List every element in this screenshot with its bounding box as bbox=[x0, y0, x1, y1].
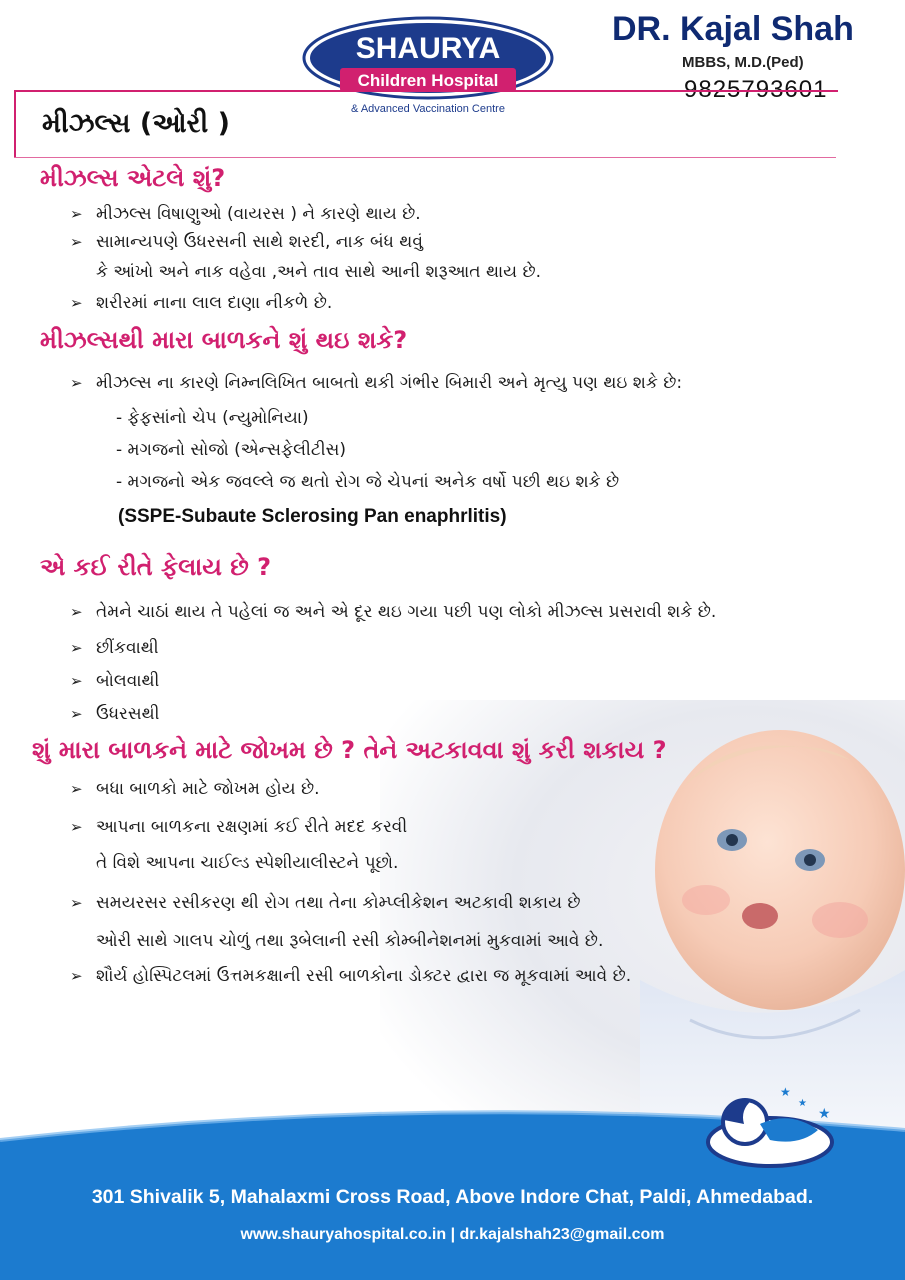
list-item-continuation: ઓરી સાથે ગાલપ ચોળું તથા રૂબેલાની રસી કોમ્બીનેશનમાં મુકવામાં આવે છે. bbox=[96, 931, 604, 951]
list-item: ➢ સામાન્યપણે ઉધરસની સાથે શરદી, નાક બંધ થવું bbox=[70, 232, 423, 252]
list-item: ➢ શરીરમાં નાના લાલ દાણા નીકળે છે. bbox=[70, 293, 333, 313]
page-title: મીઝલ્સ (ઓરી ) bbox=[42, 108, 230, 139]
footer-address: 301 Shivalik 5, Mahalaxmi Cross Road, Above Indore Chat, Paldi, Ahmedabad. bbox=[91, 1186, 814, 1208]
sub-item: - મગજનો સોજો (એન્સફેલીટીસ) bbox=[116, 440, 346, 460]
doctor-name: DR. Kajal Shah bbox=[612, 10, 854, 48]
logo-tagline: Children Hospital bbox=[357, 71, 499, 90]
sub-item: - મગજનો એક જવલ્લે જ થતો રોગ જે ચેપનાં અનેક વર્ષો પછી થઇ શકે છે bbox=[116, 472, 620, 492]
sleeping-baby-cloud-icon bbox=[700, 1080, 845, 1170]
logo-subtitle: & Advanced Vaccination Centre bbox=[351, 103, 505, 115]
sspe-note: (SSPE-Subaute Sclerosing Pan enaphrlitis) bbox=[118, 506, 507, 527]
doctor-phone: 9825793601 bbox=[684, 76, 828, 103]
list-item: ➢ બધા બાળકો માટે જોખમ હોય છે. bbox=[70, 779, 320, 799]
section-heading-what: મીઝલ્સ એટલે શું? bbox=[40, 164, 226, 192]
list-item: ➢ છીંકવાથી bbox=[70, 638, 159, 658]
footer-contact: www.shauryahospital.co.in | dr.kajalshah23@gmail.com bbox=[240, 1226, 665, 1243]
list-item: ➢ બોલવાથી bbox=[70, 671, 160, 691]
logo-name: SHAURYA bbox=[355, 32, 501, 65]
sub-item: - ફેફસાંનો ચેપ (ન્યુમોનિયા) bbox=[116, 408, 309, 428]
list-item: ➢ ઉધરસથી bbox=[70, 704, 160, 724]
section-heading-risk: શું મારા બાળકને માટે જોખમ છે ? તેને અટકાવવા શું કરી શકાય ? bbox=[32, 736, 667, 764]
doctor-degree: MBBS, M.D.(Ped) bbox=[682, 54, 804, 71]
list-item: ➢ તેમને ચાઠાં થાય તે પહેલાં જ અને એ દૂર થઇ ગયા પછી પણ લોકો મીઝલ્સ પ્રસરાવી શકે છે. bbox=[70, 602, 717, 622]
list-item: ➢ આપના બાળકના રક્ષણમાં કઈ રીતે મદદ કરવી bbox=[70, 817, 408, 837]
svg-text:★: ★ bbox=[818, 1106, 831, 1122]
section-heading-effects: મીઝલ્સથી મારા બાળકને શું થઇ શકે? bbox=[40, 326, 408, 354]
list-item-continuation: તે વિશે આપના ચાઈલ્ડ સ્પેશીયાલીસ્ટને પૂછો. bbox=[96, 853, 399, 873]
list-item: ➢ શૌર્ય હોસ્પિટલમાં ઉત્તમકક્ષાની રસી બાળકોના ડોક્ટર દ્વારા જ મૂકવામાં આવે છે. bbox=[70, 966, 632, 986]
title-divider bbox=[14, 157, 836, 158]
section-heading-spread: એ કઈ રીતે ફેલાય છે ? bbox=[40, 553, 272, 581]
list-item: ➢ સમયરસર રસીકરણ થી રોગ તથા તેના કોમ્પ્લીકેશન અટકાવી શકાય છે bbox=[70, 893, 581, 913]
svg-text:★: ★ bbox=[798, 1098, 807, 1109]
baby-photo bbox=[620, 720, 905, 1140]
list-item: ➢ મીઝલ્સ વિષાણુઓ (વાયરસ ) ને કારણે થાય છે. bbox=[70, 204, 421, 224]
svg-text:★: ★ bbox=[780, 1085, 791, 1099]
list-item-continuation: કે આંખો અને નાક વહેવા ,અને તાવ સાથે આની શરૂઆત થાય છે. bbox=[96, 262, 542, 282]
list-item: ➢ મીઝલ્સ ના કારણે નિમ્નલિખિત બાબતો થકી ગંભીર બિમારી અને મૃત્યુ પણ થઇ શકે છે: bbox=[70, 373, 683, 393]
